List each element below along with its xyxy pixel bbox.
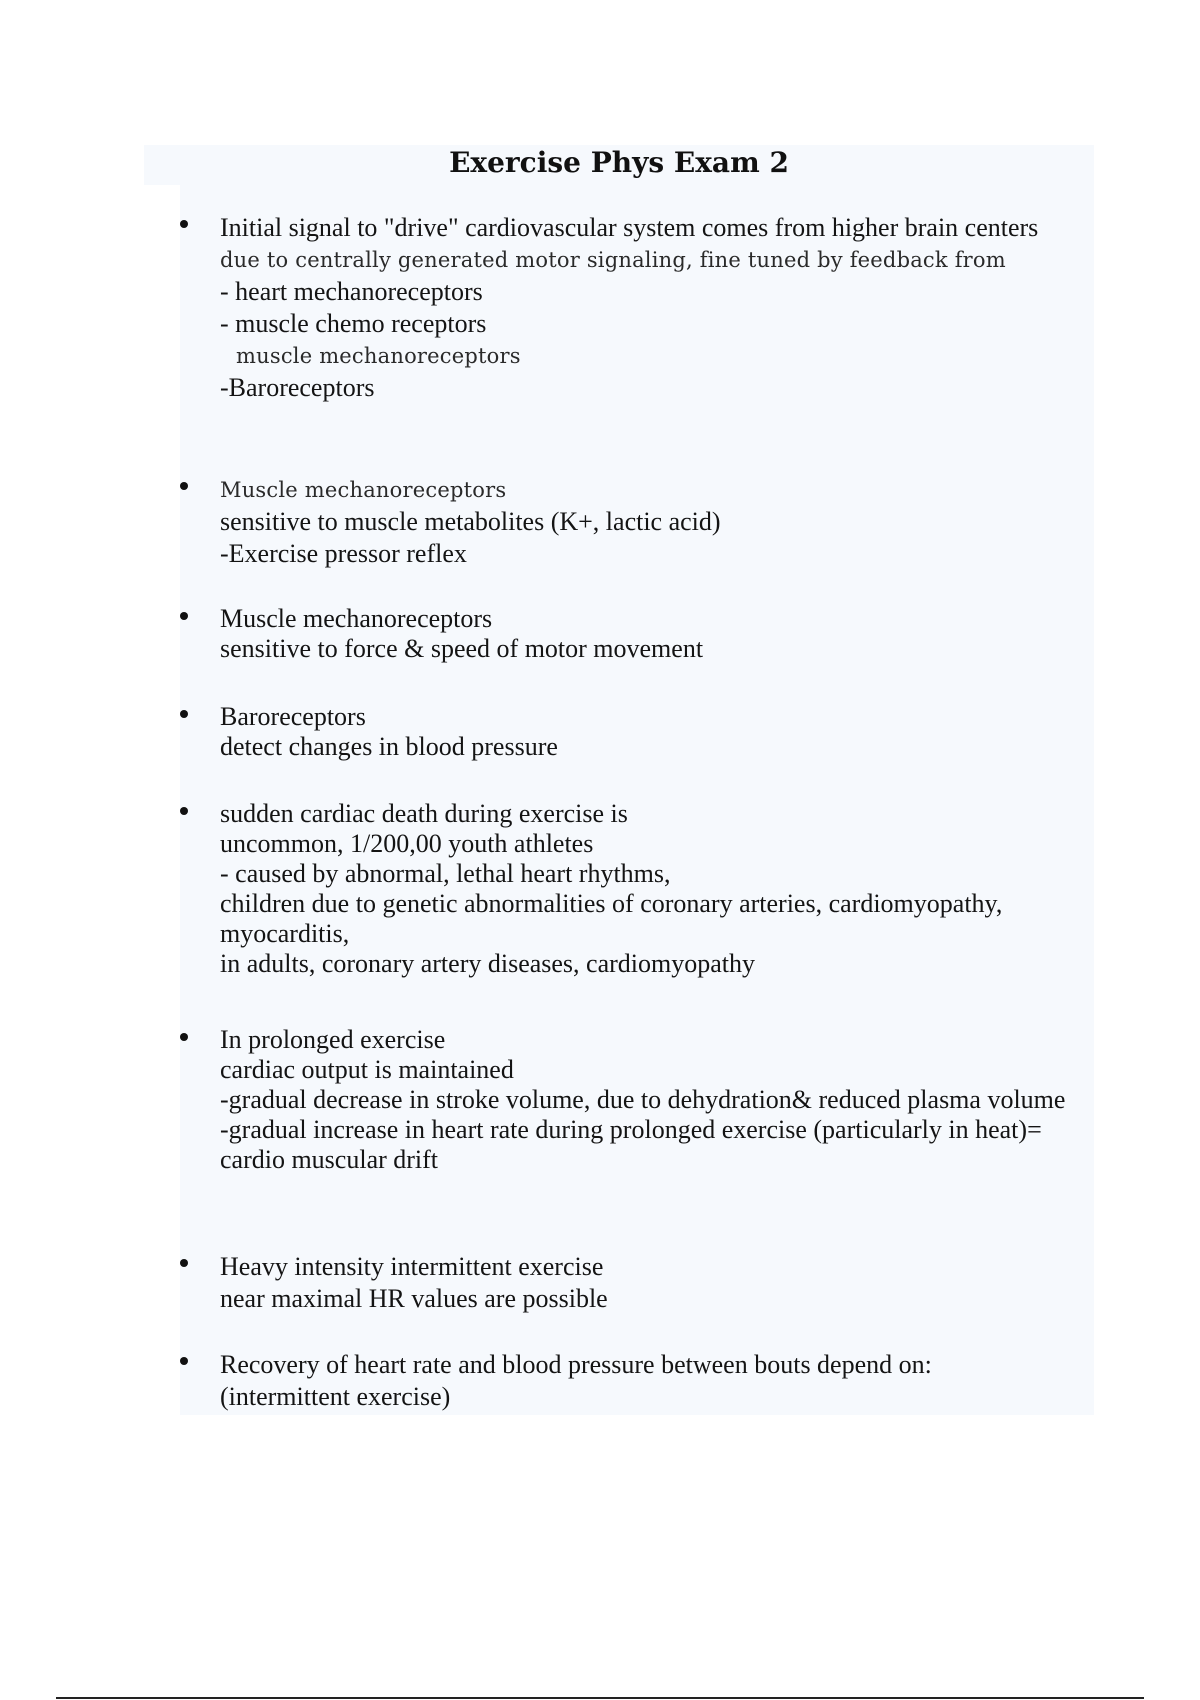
section-line: Muscle mechanoreceptors bbox=[220, 604, 493, 633]
panel-margin bbox=[144, 185, 180, 1415]
footer-divider bbox=[56, 1697, 1144, 1699]
bullet-icon bbox=[180, 710, 188, 718]
section-line: sudden cardiac death during exercise is bbox=[220, 799, 628, 828]
section-line: -Exercise pressor reflex bbox=[220, 539, 467, 568]
section-line: sensitive to force & speed of motor movement bbox=[220, 634, 704, 663]
section-line: In prolonged exercise bbox=[220, 1025, 446, 1054]
bullet-icon bbox=[180, 1259, 188, 1267]
section-line: Recovery of heart rate and blood pressure between bouts depend on: bbox=[220, 1350, 932, 1379]
bullet-icon bbox=[180, 1357, 188, 1365]
section-line: -gradual increase in heart rate during prolonged exercise (particularly in heat)= cardio muscular drift bbox=[220, 1115, 1042, 1174]
section-line: uncommon, 1/200,00 youth athletes bbox=[220, 829, 594, 858]
page-title: Exercise Phys Exam 2 bbox=[449, 146, 789, 179]
bullet-icon bbox=[180, 612, 188, 620]
section-line: muscle mechanoreceptors bbox=[236, 344, 521, 368]
section-line: Heavy intensity intermittent exercise bbox=[220, 1252, 604, 1281]
section-line: - heart mechanoreceptors bbox=[220, 277, 483, 306]
section-line: - muscle chemo receptors bbox=[220, 309, 487, 338]
section-line: cardiac output is maintained bbox=[220, 1055, 514, 1084]
section-line: -Baroreceptors bbox=[220, 373, 375, 402]
section-line: Baroreceptors bbox=[220, 702, 366, 731]
bullet-icon bbox=[180, 220, 188, 228]
section-line: (intermittent exercise) bbox=[220, 1382, 451, 1411]
section-line: detect changes in blood pressure bbox=[220, 732, 558, 761]
section-line: in adults, coronary artery diseases, cardiomyopathy bbox=[220, 949, 755, 978]
section-line: Initial signal to "drive" cardiovascular system comes from higher brain centers bbox=[220, 213, 1039, 242]
bullet-icon bbox=[180, 1033, 188, 1041]
section-line: -gradual decrease in stroke volume, due to dehydration& reduced plasma volume bbox=[220, 1085, 1066, 1114]
section-line: due to centrally generated motor signaling, fine tuned by feedback from bbox=[220, 248, 1006, 272]
section-line: sensitive to muscle metabolites (K+, lactic acid) bbox=[220, 507, 721, 536]
section-line: near maximal HR values are possible bbox=[220, 1284, 608, 1313]
section-line: Muscle mechanoreceptors bbox=[220, 478, 507, 502]
section-line: - caused by abnormal, lethal heart rhythms, bbox=[220, 859, 671, 888]
bullet-icon bbox=[180, 807, 188, 815]
section-line: children due to genetic abnormalities of coronary arteries, cardiomyopathy, myocarditis, bbox=[220, 889, 1003, 948]
bullet-icon bbox=[180, 482, 188, 490]
